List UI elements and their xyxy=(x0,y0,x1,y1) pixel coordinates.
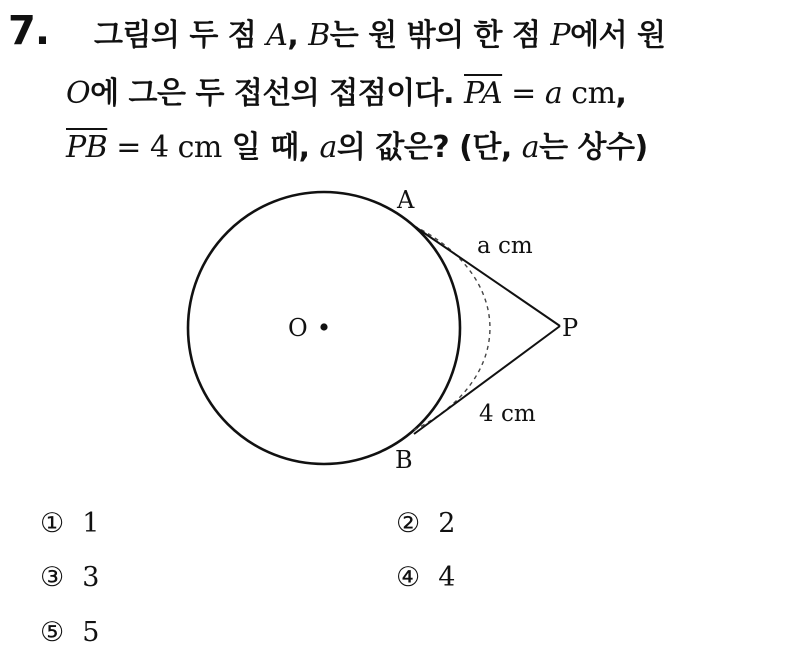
question-text: 일 때, xyxy=(221,130,320,165)
label-b: B xyxy=(395,446,413,474)
variable-a: a xyxy=(521,130,540,165)
point-a-symbol: A xyxy=(266,18,288,53)
label-a: A xyxy=(397,186,415,214)
unit-cm: cm xyxy=(168,130,222,165)
question-text: , xyxy=(615,76,627,111)
choice-value: 2 xyxy=(438,508,456,539)
center-point-o xyxy=(320,323,327,330)
answer-choice-1[interactable] xyxy=(40,508,99,540)
answer-choice-5[interactable] xyxy=(40,617,99,649)
question-text: 에서 원 xyxy=(570,18,666,53)
point-o-symbol: O xyxy=(66,76,91,111)
variable-a: a xyxy=(319,130,337,165)
question-text: 는 원 밖의 한 점 xyxy=(329,18,551,53)
choice-value: 4 xyxy=(438,562,456,593)
equals-sign: = xyxy=(502,76,545,111)
choice-marker: ② xyxy=(396,508,421,539)
choice-value: 1 xyxy=(82,508,100,539)
answer-choice-2[interactable] xyxy=(396,508,455,540)
question-text: 는 상수) xyxy=(539,130,648,165)
variable-a: a xyxy=(544,76,563,111)
point-b-symbol: B xyxy=(308,18,330,53)
choice-marker: ① xyxy=(40,508,65,539)
segment-pb-symbol: $\overline{PB}$ xyxy=(66,130,108,165)
equals-four: = 4 xyxy=(107,130,169,165)
question-text: 그림의 두 점 xyxy=(94,18,267,53)
segment-pa-symbol: $\overline{PA}$ xyxy=(464,76,503,111)
answer-choice-4[interactable] xyxy=(396,562,455,594)
unit-cm: cm xyxy=(562,76,616,111)
point-p-symbol: P xyxy=(550,18,571,53)
question-text: 에 그은 두 접선의 접점이다. xyxy=(90,76,465,111)
question-text: , xyxy=(287,18,309,53)
label-pa-length: a cm xyxy=(477,233,533,259)
label-pb-length: 4 cm xyxy=(479,401,536,427)
label-p: P xyxy=(562,314,579,342)
question-text: 의 값은? (단, xyxy=(336,130,522,165)
choice-marker: ④ xyxy=(396,562,421,593)
label-o: O xyxy=(288,314,308,342)
question-number: 7. xyxy=(8,8,50,54)
choice-value: 3 xyxy=(82,562,100,593)
choice-value: 5 xyxy=(82,617,100,648)
answer-choice-3[interactable] xyxy=(40,562,99,594)
choice-marker: ③ xyxy=(40,562,65,593)
choice-marker: ⑤ xyxy=(40,617,65,648)
